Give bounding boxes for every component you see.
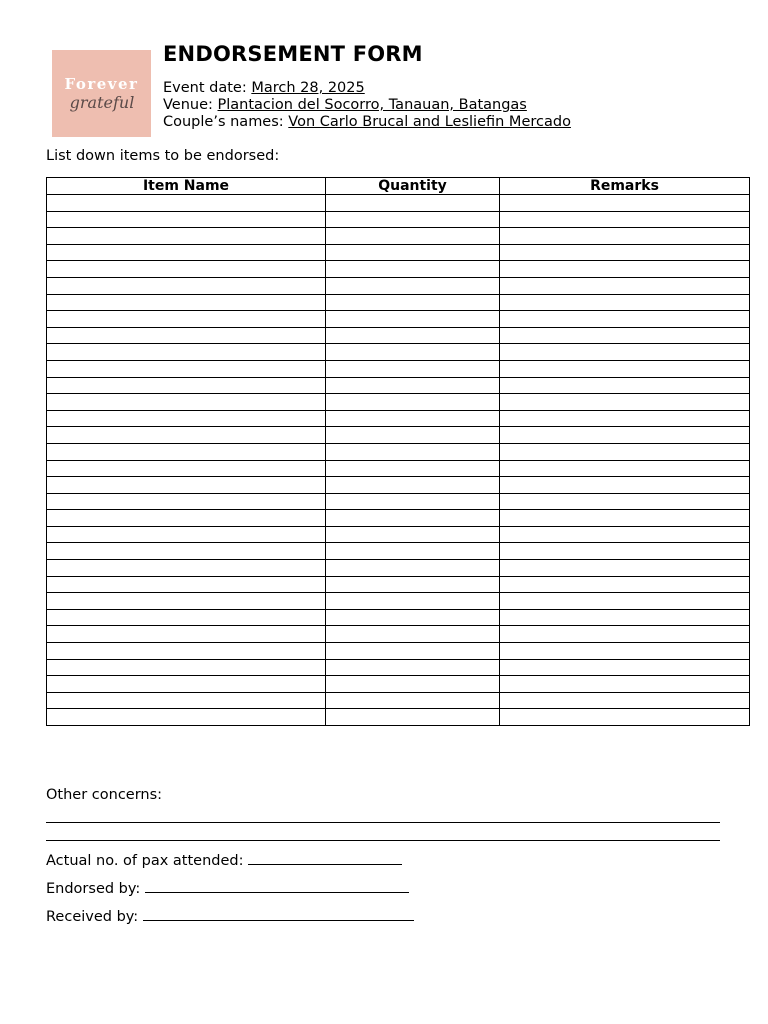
item-name-cell[interactable] bbox=[47, 261, 326, 278]
item-name-cell[interactable] bbox=[47, 593, 326, 610]
table-row bbox=[47, 543, 750, 560]
received-by-label: Received by: bbox=[46, 909, 139, 925]
remarks-cell[interactable] bbox=[500, 327, 750, 344]
item-name-cell[interactable] bbox=[47, 460, 326, 477]
received-by-blank[interactable] bbox=[143, 908, 414, 921]
item-name-cell[interactable] bbox=[47, 560, 326, 577]
table-row bbox=[47, 394, 750, 411]
table-row bbox=[47, 377, 750, 394]
table-row bbox=[47, 676, 750, 693]
received-by-line bbox=[46, 908, 414, 925]
remarks-cell[interactable] bbox=[500, 360, 750, 377]
event-date-line bbox=[163, 80, 365, 96]
item-name-cell[interactable] bbox=[47, 609, 326, 626]
item-name-cell[interactable] bbox=[47, 477, 326, 494]
column-header-quantity: Quantity bbox=[326, 178, 500, 195]
item-name-cell[interactable] bbox=[47, 277, 326, 294]
remarks-cell[interactable] bbox=[500, 692, 750, 709]
item-name-cell[interactable] bbox=[47, 410, 326, 427]
event-date-value: March 28, 2025 bbox=[251, 80, 365, 96]
couple-names-value: Von Carlo Brucal and Lesliefin Mercado bbox=[288, 114, 571, 130]
venue-line bbox=[163, 97, 527, 113]
form-title: ENDORSEMENT FORM bbox=[163, 42, 423, 66]
item-name-cell[interactable] bbox=[47, 510, 326, 527]
venue-label: Venue: bbox=[163, 97, 213, 113]
quantity-cell[interactable] bbox=[326, 460, 500, 477]
remarks-cell[interactable] bbox=[500, 626, 750, 643]
item-name-cell[interactable] bbox=[47, 676, 326, 693]
table-row bbox=[47, 609, 750, 626]
item-name-cell[interactable] bbox=[47, 311, 326, 328]
quantity-cell[interactable] bbox=[326, 244, 500, 261]
quantity-cell[interactable] bbox=[326, 477, 500, 494]
couple-names-line bbox=[163, 114, 571, 130]
item-name-cell[interactable] bbox=[47, 294, 326, 311]
item-name-cell[interactable] bbox=[47, 493, 326, 510]
remarks-cell[interactable] bbox=[500, 311, 750, 328]
table-row bbox=[47, 410, 750, 427]
remarks-cell[interactable] bbox=[500, 510, 750, 527]
quantity-cell[interactable] bbox=[326, 261, 500, 278]
remarks-cell[interactable] bbox=[500, 493, 750, 510]
table-row bbox=[47, 593, 750, 610]
remarks-cell[interactable] bbox=[500, 526, 750, 543]
column-header-item-name: Item Name bbox=[47, 178, 326, 195]
quantity-cell[interactable] bbox=[326, 643, 500, 660]
pax-attended-blank[interactable] bbox=[248, 852, 402, 865]
quantity-cell[interactable] bbox=[326, 377, 500, 394]
table-row bbox=[47, 576, 750, 593]
quantity-cell[interactable] bbox=[326, 692, 500, 709]
item-name-cell[interactable] bbox=[47, 377, 326, 394]
item-name-cell[interactable] bbox=[47, 195, 326, 212]
table-row bbox=[47, 692, 750, 709]
table-row bbox=[47, 477, 750, 494]
quantity-cell[interactable] bbox=[326, 609, 500, 626]
svg-text:grateful: grateful bbox=[69, 93, 135, 112]
item-name-cell[interactable] bbox=[47, 394, 326, 411]
quantity-cell[interactable] bbox=[326, 493, 500, 510]
other-concerns-line-2[interactable] bbox=[46, 840, 720, 841]
remarks-cell[interactable] bbox=[500, 609, 750, 626]
item-name-cell[interactable] bbox=[47, 709, 326, 726]
remarks-cell[interactable] bbox=[500, 427, 750, 444]
remarks-cell[interactable] bbox=[500, 410, 750, 427]
endorsed-by-label: Endorsed by: bbox=[46, 881, 141, 897]
remarks-cell[interactable] bbox=[500, 261, 750, 278]
table-row bbox=[47, 344, 750, 361]
remarks-cell[interactable] bbox=[500, 228, 750, 245]
table-row bbox=[47, 443, 750, 460]
table-row bbox=[47, 294, 750, 311]
table-row bbox=[47, 626, 750, 643]
remarks-cell[interactable] bbox=[500, 460, 750, 477]
table-row bbox=[47, 261, 750, 278]
remarks-cell[interactable] bbox=[500, 659, 750, 676]
table-row bbox=[47, 211, 750, 228]
table-row bbox=[47, 560, 750, 577]
table-row bbox=[47, 228, 750, 245]
quantity-cell[interactable] bbox=[326, 427, 500, 444]
quantity-cell[interactable] bbox=[326, 443, 500, 460]
table-row bbox=[47, 277, 750, 294]
quantity-cell[interactable] bbox=[326, 327, 500, 344]
quantity-cell[interactable] bbox=[326, 560, 500, 577]
couple-names-label: Couple’s names: bbox=[163, 114, 284, 130]
item-name-cell[interactable] bbox=[47, 692, 326, 709]
remarks-cell[interactable] bbox=[500, 211, 750, 228]
quantity-cell[interactable] bbox=[326, 360, 500, 377]
quantity-cell[interactable] bbox=[326, 344, 500, 361]
item-name-cell[interactable] bbox=[47, 427, 326, 444]
quantity-cell[interactable] bbox=[326, 526, 500, 543]
table-row bbox=[47, 526, 750, 543]
items-table bbox=[46, 177, 750, 726]
item-name-cell[interactable] bbox=[47, 526, 326, 543]
quantity-cell[interactable] bbox=[326, 228, 500, 245]
table-row bbox=[47, 709, 750, 726]
remarks-cell[interactable] bbox=[500, 676, 750, 693]
table-row bbox=[47, 493, 750, 510]
quantity-cell[interactable] bbox=[326, 626, 500, 643]
column-header-remarks: Remarks bbox=[500, 178, 750, 195]
quantity-cell[interactable] bbox=[326, 211, 500, 228]
event-date-label: Event date: bbox=[163, 80, 247, 96]
remarks-cell[interactable] bbox=[500, 443, 750, 460]
remarks-cell[interactable] bbox=[500, 709, 750, 726]
table-row bbox=[47, 510, 750, 527]
table-row bbox=[47, 659, 750, 676]
other-concerns-line-1[interactable] bbox=[46, 822, 720, 823]
forever-grateful-logo bbox=[52, 50, 151, 137]
quantity-cell[interactable] bbox=[326, 659, 500, 676]
quantity-cell[interactable] bbox=[326, 709, 500, 726]
table-row bbox=[47, 360, 750, 377]
item-name-cell[interactable] bbox=[47, 659, 326, 676]
svg-text:Forever: Forever bbox=[64, 75, 139, 93]
table-row bbox=[47, 643, 750, 660]
quantity-cell[interactable] bbox=[326, 593, 500, 610]
item-name-cell[interactable] bbox=[47, 344, 326, 361]
remarks-cell[interactable] bbox=[500, 377, 750, 394]
other-concerns-label: Other concerns: bbox=[46, 787, 163, 803]
items-instruction: List down items to be endorsed: bbox=[46, 148, 280, 164]
remarks-cell[interactable] bbox=[500, 294, 750, 311]
remarks-cell[interactable] bbox=[500, 344, 750, 361]
pax-attended-label: Actual no. of pax attended: bbox=[46, 853, 244, 869]
quantity-cell[interactable] bbox=[326, 294, 500, 311]
quantity-cell[interactable] bbox=[326, 576, 500, 593]
item-name-cell[interactable] bbox=[47, 228, 326, 245]
quantity-cell[interactable] bbox=[326, 543, 500, 560]
quantity-cell[interactable] bbox=[326, 311, 500, 328]
remarks-cell[interactable] bbox=[500, 543, 750, 560]
pax-attended-line bbox=[46, 852, 402, 869]
quantity-cell[interactable] bbox=[326, 676, 500, 693]
endorsed-by-line bbox=[46, 880, 409, 897]
quantity-cell[interactable] bbox=[326, 410, 500, 427]
table-row bbox=[47, 195, 750, 212]
remarks-cell[interactable] bbox=[500, 593, 750, 610]
table-row bbox=[47, 427, 750, 444]
remarks-cell[interactable] bbox=[500, 277, 750, 294]
item-name-cell[interactable] bbox=[47, 443, 326, 460]
item-name-cell[interactable] bbox=[47, 327, 326, 344]
item-name-cell[interactable] bbox=[47, 211, 326, 228]
remarks-cell[interactable] bbox=[500, 477, 750, 494]
item-name-cell[interactable] bbox=[47, 576, 326, 593]
item-name-cell[interactable] bbox=[47, 643, 326, 660]
table-row bbox=[47, 311, 750, 328]
table-row bbox=[47, 244, 750, 261]
quantity-cell[interactable] bbox=[326, 277, 500, 294]
remarks-cell[interactable] bbox=[500, 394, 750, 411]
item-name-cell[interactable] bbox=[47, 626, 326, 643]
venue-value: Plantacion del Socorro, Tanauan, Batangas bbox=[217, 97, 527, 113]
items-table-body bbox=[47, 195, 750, 726]
quantity-cell[interactable] bbox=[326, 394, 500, 411]
item-name-cell[interactable] bbox=[47, 543, 326, 560]
table-row bbox=[47, 327, 750, 344]
remarks-cell[interactable] bbox=[500, 195, 750, 212]
remarks-cell[interactable] bbox=[500, 643, 750, 660]
remarks-cell[interactable] bbox=[500, 576, 750, 593]
quantity-cell[interactable] bbox=[326, 195, 500, 212]
remarks-cell[interactable] bbox=[500, 560, 750, 577]
table-header-row bbox=[47, 178, 750, 195]
logo-graphic bbox=[52, 50, 151, 137]
remarks-cell[interactable] bbox=[500, 244, 750, 261]
item-name-cell[interactable] bbox=[47, 360, 326, 377]
quantity-cell[interactable] bbox=[326, 510, 500, 527]
endorsed-by-blank[interactable] bbox=[145, 880, 409, 893]
table-row bbox=[47, 460, 750, 477]
item-name-cell[interactable] bbox=[47, 244, 326, 261]
